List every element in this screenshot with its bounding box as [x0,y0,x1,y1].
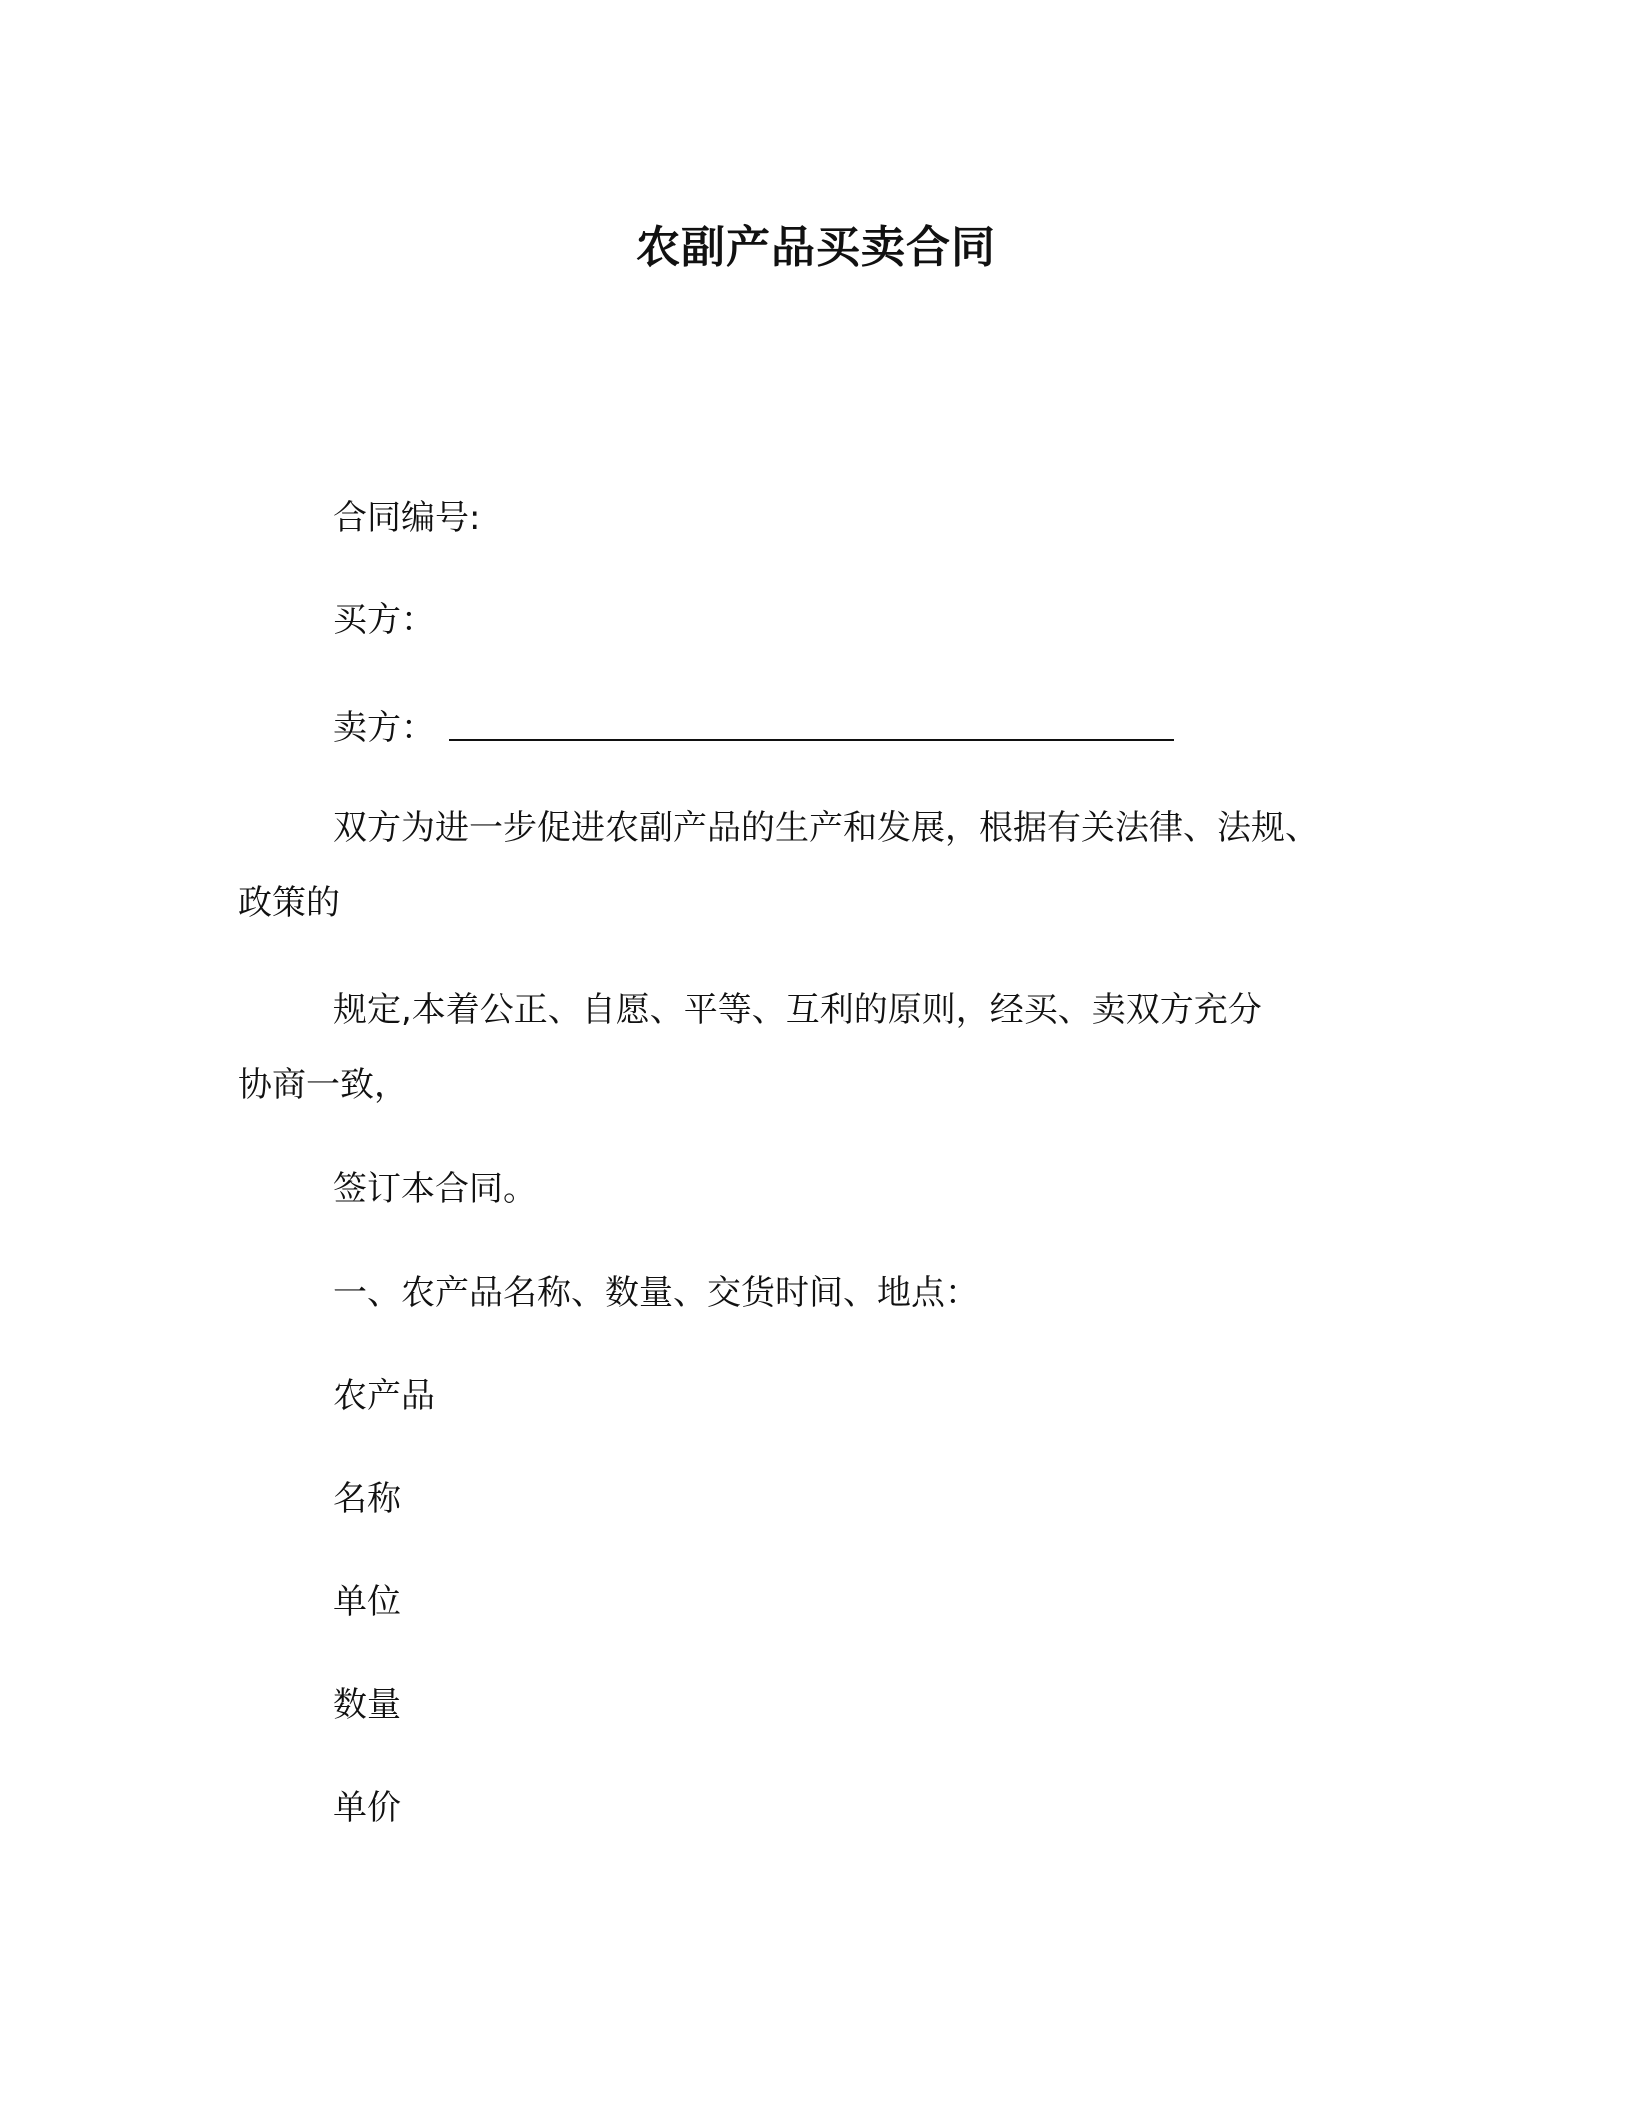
table-header-cell: 单价 [333,1788,401,1828]
seller-line [333,705,1174,751]
paragraph-2-line-1: 规定,本着公正、自愿、平等、互利的原则，经买、卖双方充分 [333,990,1262,1030]
paragraph-1-line-1: 双方为进一步促进农副产品的生产和发展，根据有关法律、法规、 [333,808,1319,848]
table-header-cell: 数量 [333,1685,401,1725]
table-header-cell: 名称 [333,1479,401,1519]
paragraph-2-line-2: 协商一致， [238,1065,408,1105]
contract-number-label: 合同编号: [333,498,481,538]
paragraph-3: 签订本合同。 [333,1169,537,1209]
seller-blank [449,709,1174,741]
seller-label: 卖方： [333,708,435,748]
table-header-cell: 农产品 [333,1376,435,1416]
document-title: 农副产品买卖合同 [636,222,996,273]
section-1-heading: 一、农产品名称、数量、交货时间、地点： [333,1273,979,1313]
buyer-label: 买方： [333,600,435,640]
table-header-cell: 单位 [333,1582,401,1622]
paragraph-1-line-2: 政策的 [238,883,340,923]
